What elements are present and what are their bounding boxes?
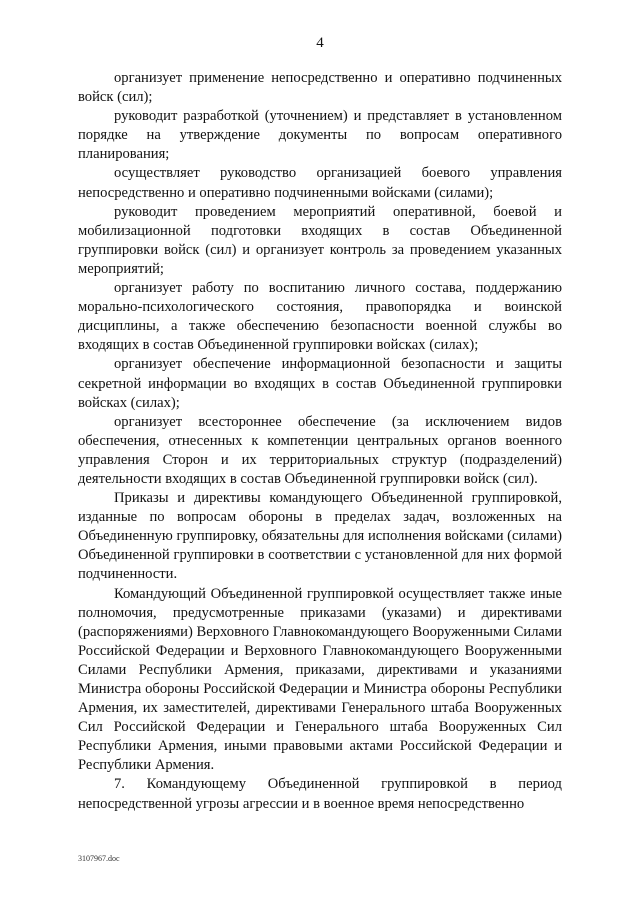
paragraph-item-7: 7. Командующему Объединенной группировкой в период непосредственной угрозы агрессии и в военное время непосредственно — [78, 776, 562, 812]
page-number: 4 — [316, 35, 324, 51]
body-text — [78, 69, 562, 814]
paragraph-apply-troops: организует применение непосредственно и оперативно подчиненных войск (сил); — [78, 70, 562, 106]
paragraph-personnel-education: организует работу по воспитанию личного состава, поддержанию морально-психологического состояния, правопорядка и воинской дисциплины, а также обеспечению безопасности военной службы во входящих в состав Объединенной группировки войсках (силах); — [78, 280, 562, 354]
paragraph-information-security: организует обеспечение информационной безопасности и защиты секретной информации во входящих в состав Объединенной группировки войсках (силах); — [78, 356, 562, 411]
footer-file-code: 3107967.doc — [78, 854, 120, 863]
paragraph-combat-control: осуществляет руководство организацией боевого управления непосредственно и оперативно подчиненными войсками (силами); — [78, 165, 562, 201]
paragraph-commander-powers: Командующий Объединенной группировкой осуществляет также иные полномочия, предусмотренные приказами (указами) и директивами (распоряжениями) Верховного Главнокомандующего Вооруженными Силами Российской Федерации и Верховного Главнокомандующего Вооруженными Силами Республики Армения, приказами, директивами и указаниями Министра обороны Российской Федерации и Министра обороны Республики Армения, их заместителей, директивами Генерального штаба Вооруженных Сил Российской Федерации и Генерального штаба Вооруженных Сил Республики Армения, иными правовыми актами Российской Федерации и Республики Армения. — [78, 585, 562, 774]
paragraph-comprehensive-support: организует всестороннее обеспечение (за исключением видов обеспечения, отнесенных к компетенции центральных органов военного управления Сторон и их территориальных структур (подразделений) деятельности входящих в состав Объединенной группировки войск (сил). — [78, 413, 562, 487]
paragraph-orders-directives: Приказы и директивы командующего Объединенной группировкой, изданные по вопросам обороны в пределах задач, возложенных на Объединенную группировку, обязательны для исполнения войсками (силами) Объединенной группировки в соответствии с установленной для них формой подчиненности. — [78, 490, 562, 583]
paragraph-training-measures: руководит проведением мероприятий оперативной, боевой и мобилизационной подготовки входящих в состав Объединенной группировки войск (сил) и организует контроль за проведением указанных мероприятий; — [78, 203, 562, 277]
paragraph-planning-documents: руководит разработкой (уточнением) и представляет в установленном порядке на утверждение документы по вопросам оперативного планирования; — [78, 108, 562, 163]
